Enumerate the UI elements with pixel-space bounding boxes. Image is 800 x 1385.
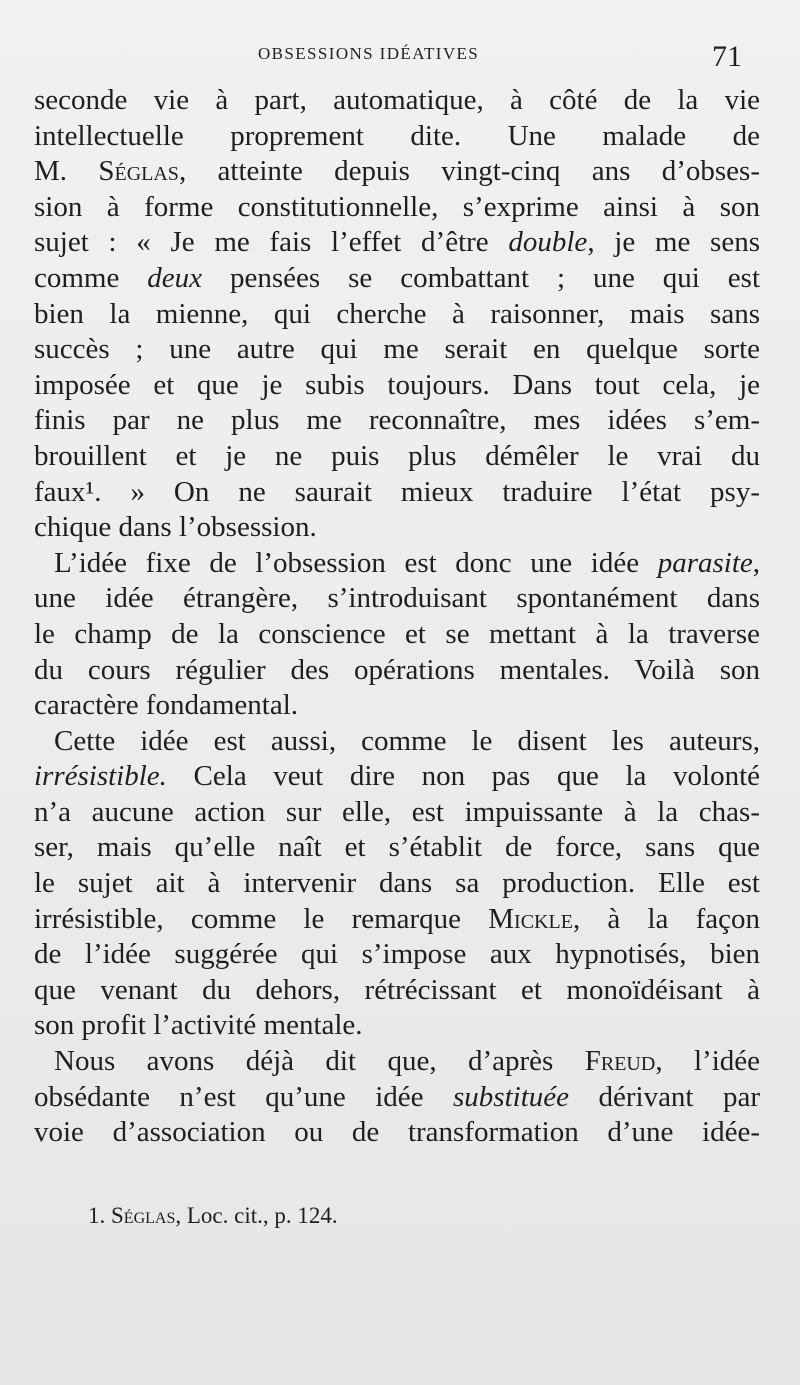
text-line: n’a aucune action sur elle, est impuissante à la chas-	[34, 795, 760, 828]
text-line: le sujet ait à intervenir dans sa production. Elle est	[34, 867, 760, 900]
text-line: M. Séglas, atteinte depuis vingt-cinq ans d’obses-	[34, 155, 760, 188]
text-line: bien la mienne, qui cherche à raisonner, mais sans	[34, 297, 760, 330]
text-line: caractère fondamental.	[34, 689, 299, 722]
text-line: faux¹. » On ne saurait mieux traduire l’état psy-	[34, 475, 760, 508]
text-line: L’idée fixe de l’obsession est donc une idée parasite,	[54, 546, 760, 579]
text-line: comme deux pensées se combattant ; une qui est	[34, 261, 760, 294]
text-line: imposée et que je subis toujours. Dans tout cela, je	[34, 368, 760, 401]
text-line: de l’idée suggérée qui s’impose aux hypnotisés, bien	[34, 938, 760, 971]
text-line: finis par ne plus me reconnaître, mes idées s’em-	[34, 404, 760, 437]
text-line: obsédante n’est qu’une idée substituée dérivant par	[34, 1080, 760, 1113]
text-line: Cette idée est aussi, comme le disent les auteurs,	[54, 724, 760, 757]
text-line: sujet : « Je me fais l’effet d’être double, je me sens	[34, 226, 760, 259]
text-line: son profit l’activité mentale.	[34, 1009, 363, 1042]
text-line: intellectuelle proprement dite. Une malade de	[34, 119, 760, 152]
text-line: ser, mais qu’elle naît et s’établit de force, sans que	[34, 831, 760, 864]
body-text	[34, 83, 760, 1151]
text-line: chique dans l’obsession.	[34, 511, 317, 544]
text-line: le champ de la conscience et se mettant à la traverse	[34, 617, 760, 650]
text-line: que venant du dehors, rétrécissant et monoïdéisant à	[34, 973, 760, 1006]
text-line: du cours régulier des opérations mentales. Voilà son	[34, 653, 760, 686]
text-line: Nous avons déjà dit que, d’après Freud, l’idée	[54, 1045, 761, 1078]
text-line: irrésistible, comme le remarque Mickle, à la façon	[34, 902, 761, 935]
text-line: seconde vie à part, automatique, à côté de la vie	[34, 84, 760, 116]
text-line: succès ; une autre qui me serait en quelque sorte	[34, 333, 760, 366]
text-line: une idée étrangère, s’introduisant spontanément dans	[34, 582, 760, 615]
footnote: 1. Séglas, Loc. cit., p. 124.	[88, 1203, 338, 1228]
text-line: sion à forme constitutionnelle, s’exprime ainsi à son	[34, 190, 760, 223]
text-line: voie d’association ou de transformation d’une idée-	[34, 1116, 760, 1149]
page-number: 71	[712, 40, 742, 73]
text-line: brouillent et je ne puis plus démêler le vrai du	[34, 439, 760, 472]
text-line: irrésistible. Cela veut dire non pas que la volonté	[34, 760, 760, 793]
running-head: OBSESSIONS IDÉATIVES	[258, 44, 480, 63]
page-header	[0, 38, 800, 78]
